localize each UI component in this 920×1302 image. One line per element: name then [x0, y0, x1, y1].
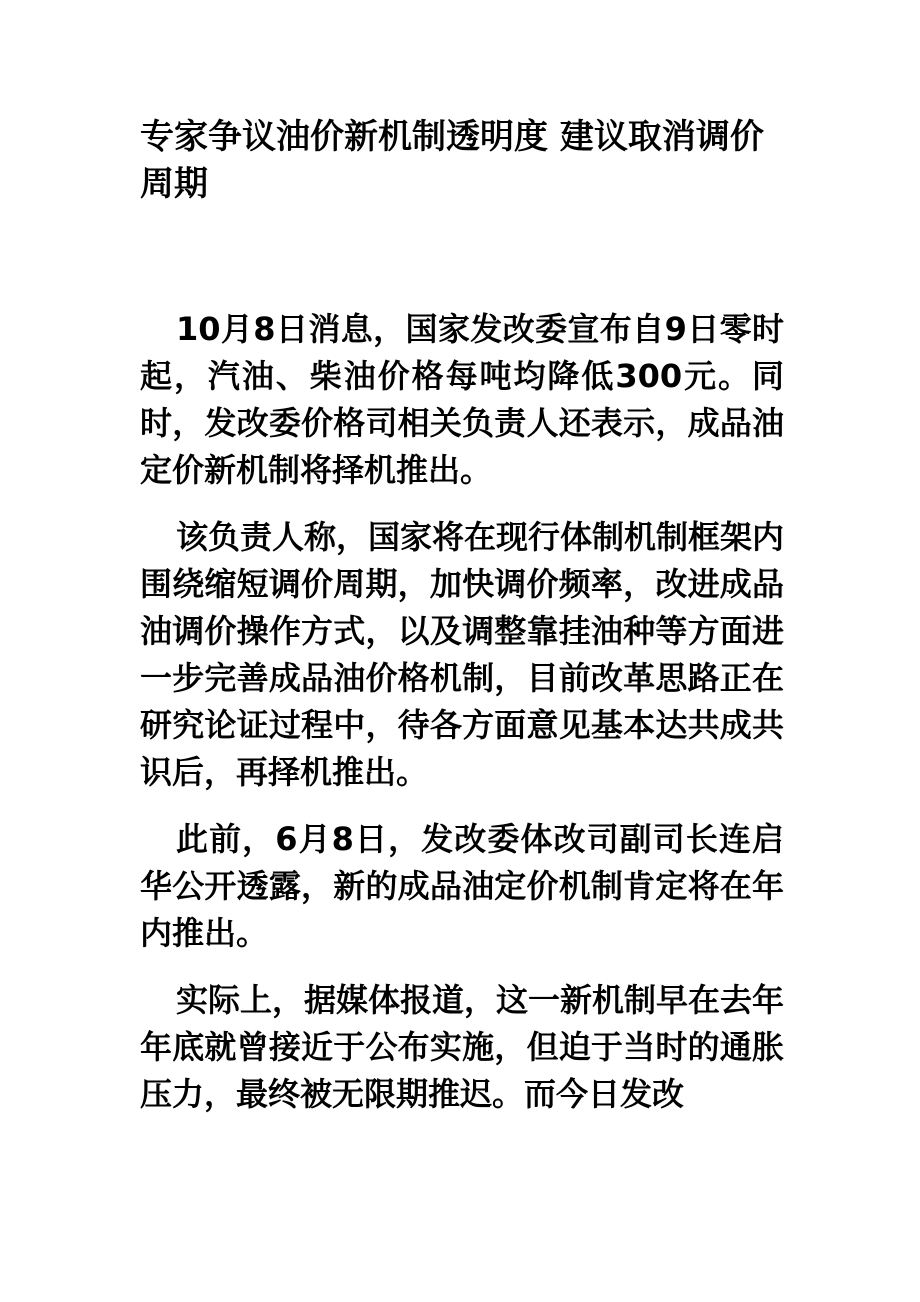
paragraph-1: 10月8日消息，国家发改委宣布自9日零时起，汽油、柴油价格每吨均降低300元。同时，发改委价格司相关负责人还表示，成品油定价新机制将择机推出。 — [140, 310, 784, 489]
article-body — [140, 306, 784, 1138]
paragraph-3: 此前，6月8日，发改委体改司副司长连启华公开透露，新的成品油定价机制肯定将在年内推出。 — [140, 820, 784, 952]
paragraph-4: 实际上，据媒体报道，这一新机制早在去年年底就曾接近于公布实施，但迫于当时的通胀压力，最终被无限期推迟。而今日发改 — [140, 981, 785, 1113]
article-title: 专家争议油价新机制透明度 建议取消调价周期 — [140, 117, 764, 204]
paragraph-2: 该负责人称，国家将在现行体制机制框架内围绕缩短调价周期，加快调价频率，改进成品油调价操作方式，以及调整靠挂油种等方面进一步完善成品油价格机制，目前改革思路正在研究论证过程中，待各方面意见基本达共成共识后，再择机推出。 — [140, 518, 785, 791]
